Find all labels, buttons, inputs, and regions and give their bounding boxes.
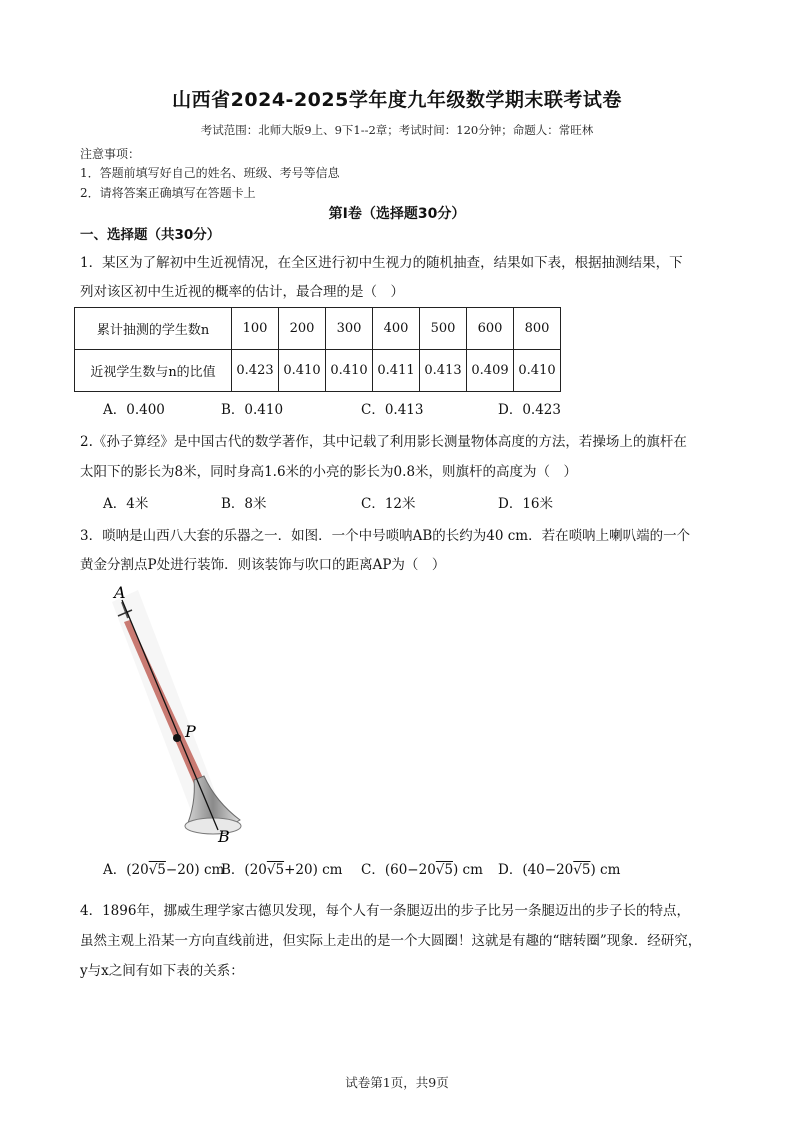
q2-option-d[interactable]: D．16米 [498, 496, 554, 512]
q4-line2: 虽然主观上沿某一方向直线前进，但实际上走出的是一个大圆圈！这就是有趣的“瞎转圈”现象．经研究， [80, 933, 702, 949]
table-cell: 200 [279, 308, 326, 350]
suona-figure [100, 580, 250, 845]
table-cell: 0.413 [420, 350, 467, 392]
label-a: A [114, 583, 126, 602]
q3-line2: 黄金分割点P处进行装饰．则该装饰与吹口的距离AP为（ ） [80, 557, 446, 573]
table-row [75, 350, 561, 392]
section1-title: 一、选择题（共30分） [80, 227, 221, 243]
suona-bell-rim [185, 818, 241, 834]
q1-line2: 列对该区初中生近视的概率的估计，最合理的是（ ） [80, 284, 404, 300]
q2-line2: 太阳下的影长为8米，同时身高1.6米的小亮的影长为0.8米，则旗杆的高度为（ ） [80, 464, 578, 480]
table-cell: 400 [373, 308, 420, 350]
option-letter: B． [221, 862, 245, 878]
table-cell: 0.410 [279, 350, 326, 392]
q2-option-a[interactable]: A．4米 [103, 496, 149, 512]
table-cell: 0.410 [514, 350, 561, 392]
option-expr-rest: ) cm [452, 862, 483, 878]
option-expr: (20 [126, 862, 149, 878]
q4-line1: 4．1896年，挪威生理学家古德贝发现，每个人有一条腿迈出的步子比另一条腿迈出的步子长的特点， [80, 903, 690, 919]
q2-option-b[interactable]: B．8米 [221, 496, 267, 512]
q1-option-a[interactable]: A．0.400 [103, 402, 165, 418]
q1-option-c[interactable]: C．0.413 [361, 402, 424, 418]
segment-ab [122, 600, 218, 830]
option-expr-rest: −20) cm [165, 862, 225, 878]
q3-option-b[interactable] [221, 858, 343, 878]
q2-option-c[interactable]: C．12米 [361, 496, 416, 512]
option-letter: C． [361, 862, 385, 878]
option-expr: (60−20 [384, 862, 436, 878]
table-cell: 600 [467, 308, 514, 350]
sqrt-symbol: √5 [266, 862, 285, 878]
q1-option-d[interactable]: D．0.423 [498, 402, 561, 418]
exam-info: 考试范围：北师大版9上、9下1--2章；考试时间：120分钟；命题人：常旺林 [200, 123, 594, 137]
table-cell: 0.409 [467, 350, 514, 392]
part1-title: 第I卷（选择题30分） [328, 206, 466, 222]
option-expr-rest: +20) cm [284, 862, 343, 878]
option-expr-rest: ) cm [590, 862, 621, 878]
table-cell: 800 [514, 308, 561, 350]
option-expr: (20 [244, 862, 267, 878]
table-cell: 100 [232, 308, 279, 350]
table-cell: 500 [420, 308, 467, 350]
notes-heading: 注意事项： [80, 147, 141, 161]
label-b: B [218, 827, 230, 845]
point-p [173, 734, 181, 742]
exam-title: 山西省2024-2025学年度九年级数学期末联考试卷 [172, 89, 622, 111]
table-cell: 0.410 [326, 350, 373, 392]
page-footer: 试卷第1页，共9页 [345, 1075, 449, 1090]
note-item: 2．请将答案正确填写在答题卡上 [80, 186, 256, 200]
q1-option-b[interactable]: B．0.410 [221, 402, 284, 418]
option-letter: A． [103, 862, 127, 878]
q1-data-table [74, 307, 561, 392]
table-header-cell: 累计抽测的学生数n [75, 308, 232, 350]
sqrt-symbol: √5 [573, 862, 591, 878]
note-item: 1．答题前填写好自己的姓名、班级、考号等信息 [80, 166, 340, 180]
option-letter: D． [498, 862, 523, 878]
option-expr: (40−20 [522, 862, 574, 878]
table-cell: 0.411 [373, 350, 420, 392]
table-cell: 300 [326, 308, 373, 350]
q3-option-a[interactable] [103, 858, 224, 878]
q3-line1: 3．唢呐是山西八大套的乐器之一．如图．一个中号唢呐AB的长约为40 cm．若在唢呐上喇叭端的一个 [80, 528, 691, 544]
sqrt-symbol: √5 [435, 862, 453, 878]
label-p: P [185, 722, 196, 741]
sqrt-symbol: √5 [148, 862, 166, 878]
q1-line1: 1．某区为了解初中生近视情况，在全区进行初中生视力的随机抽查，结果如下表，根据抽测结果，下 [80, 255, 683, 271]
table-cell: 0.423 [232, 350, 279, 392]
q4-line3: y与x之间有如下表的关系： [80, 963, 244, 979]
q3-option-d[interactable] [498, 858, 620, 878]
q3-option-c[interactable] [361, 858, 483, 878]
table-header-cell: 近视学生数与n的比值 [75, 350, 232, 392]
table-row [75, 308, 561, 350]
q2-line1: 2.《孙子算经》是中国古代的数学著作，其中记载了利用影长测量物体高度的方法，若操场上的旗杆在 [80, 434, 687, 450]
